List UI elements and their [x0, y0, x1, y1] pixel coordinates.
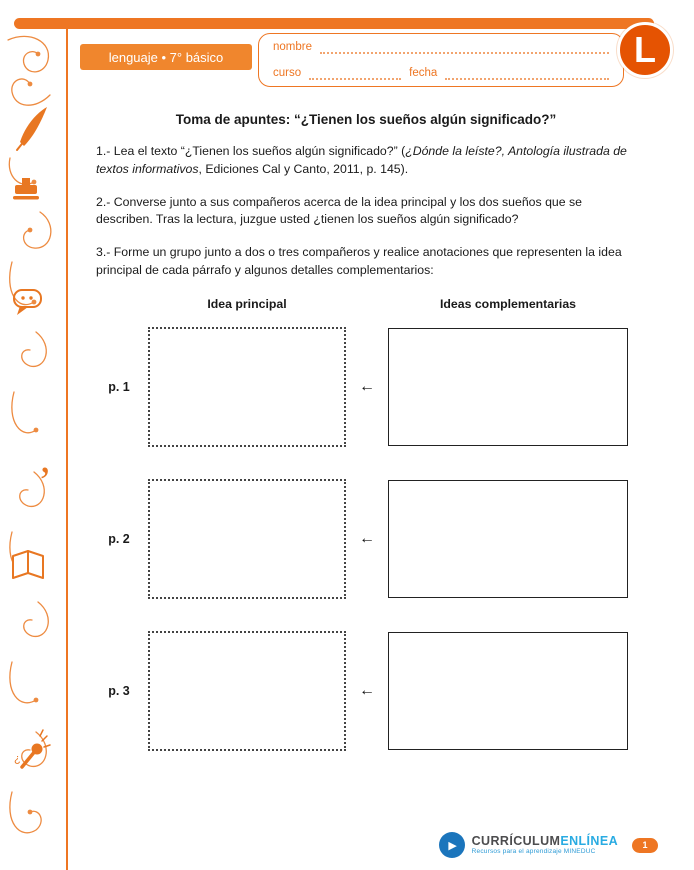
worksheet-content	[96, 112, 636, 751]
idea-principal-box-p2[interactable]	[148, 479, 346, 599]
nombre-field[interactable]	[320, 41, 609, 54]
instruction-2: 2.- Converse junto a sus compañeros acerca de la idea principal y los dos sueños que se describen. Tras la lectura, juzgue usted ¿tienen los sueños algún significado?	[96, 194, 583, 227]
col-header-ideas-complementarias: Ideas complementarias	[439, 296, 576, 311]
margin-decoration	[0, 0, 70, 870]
footer	[439, 832, 658, 858]
idea-principal-box-p1[interactable]	[148, 327, 346, 447]
row-label-p1: p. 1	[108, 379, 130, 394]
notes-table	[96, 295, 636, 751]
fecha-field[interactable]	[445, 67, 609, 80]
curriculum-en-linea-logo	[439, 832, 618, 858]
page-number-badge: 1	[632, 838, 658, 853]
book-icon	[13, 551, 43, 578]
fecha-label: fecha	[409, 67, 438, 79]
curso-field[interactable]	[309, 67, 401, 80]
subject-letter-badge	[617, 22, 673, 78]
logo-wordmark: CURRÍCULUMENLÍNEA	[471, 833, 618, 848]
microphone-icon	[14, 730, 50, 767]
left-arrow-p1: ←	[359, 377, 375, 395]
left-arrow-p2: ←	[359, 529, 375, 547]
left-arrow-p3: ←	[359, 681, 375, 699]
subject-letter: L	[634, 29, 656, 70]
idea-principal-box-p3[interactable]	[148, 631, 346, 751]
nombre-label: nombre	[273, 41, 312, 53]
page-title: Toma de apuntes: “¿Tienen los sueños algún significado?”	[175, 112, 557, 127]
nombre-row	[273, 41, 609, 54]
left-border-line	[66, 28, 68, 870]
header-bar	[14, 18, 654, 29]
row-label-p3: p. 3	[108, 683, 130, 698]
ideas-complementarias-box-p3[interactable]	[388, 632, 628, 750]
logo-subtitle: Recursos para el aprendizaje MINEDUC	[471, 848, 596, 856]
play-icon: ▶	[439, 832, 465, 858]
pen-icon	[17, 107, 47, 150]
curso-fecha-row	[273, 67, 609, 80]
curso-label: curso	[273, 67, 302, 79]
ideas-complementarias-box-p1[interactable]	[388, 328, 628, 446]
comma-icon: ,	[40, 436, 51, 482]
student-info-box	[258, 33, 624, 87]
instruction-1: 1.- Lea el texto “¿Tienen los sueños algún significado?” (¿Dónde la leíste?, Antología ilustrada de textos informativos, Ediciones Cal y Canto, 2011, p. 145).	[96, 144, 627, 176]
svg-text:¿: ¿	[14, 753, 21, 765]
row-label-p2: p. 2	[108, 531, 130, 546]
ideas-complementarias-box-p2[interactable]	[388, 480, 628, 598]
instruction-3: 3.- Forme un grupo junto a dos o tres compañeros y realice anotaciones que representen la idea principal de cada párrafo y algunos detalles complementarios:	[96, 245, 622, 278]
subject-label: lenguaje • 7° básico	[80, 44, 252, 70]
col-header-idea-principal: Idea principal	[207, 296, 287, 311]
